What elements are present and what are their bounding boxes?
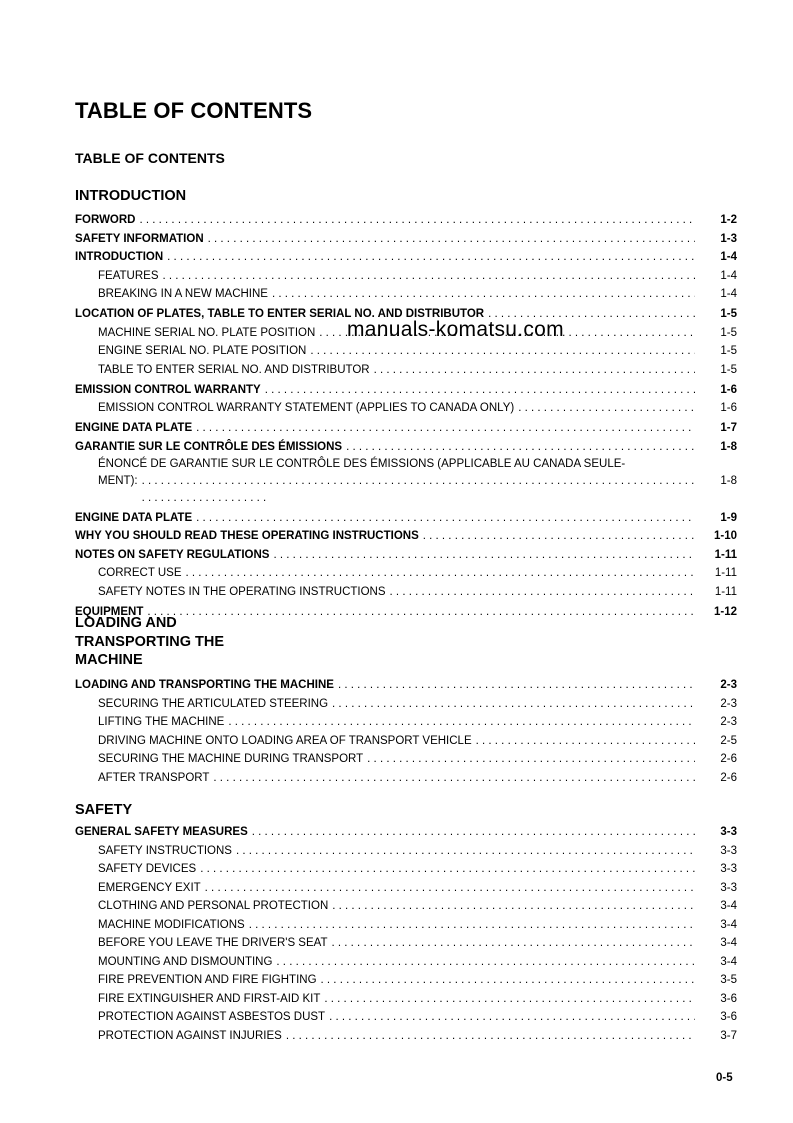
dot-leader <box>167 248 695 267</box>
toc-entry[interactable] <box>75 916 737 935</box>
entry-page: 1-9 <box>720 511 737 524</box>
entry-label: FEATURES <box>98 269 159 282</box>
toc-entry[interactable] <box>75 546 737 565</box>
toc-entry[interactable] <box>75 230 737 249</box>
entry-page: 1-3 <box>720 232 737 245</box>
entry-page: 1-2 <box>720 214 737 226</box>
watermark-text: manuals-komatsu.com <box>347 318 564 341</box>
toc-entry[interactable] <box>75 676 737 695</box>
entry-label: BREAKING IN A NEW MACHINE <box>98 288 268 300</box>
entry-page: 3-4 <box>720 955 737 968</box>
toc-entry[interactable] <box>75 842 737 861</box>
toc-subtitle: TABLE OF CONTENTS <box>75 150 225 166</box>
dot-leader <box>252 823 695 842</box>
entry-page: 3-3 <box>720 863 737 875</box>
entry-label: MACHINE SERIAL NO. PLATE POSITION <box>98 326 316 339</box>
toc-loading-transporting <box>75 676 737 787</box>
entry-label: ENGINE SERIAL NO. PLATE POSITION <box>98 345 307 357</box>
entry-page: 3-4 <box>720 918 737 931</box>
dot-leader <box>346 438 695 457</box>
heading-line: LOADING AND <box>75 615 177 631</box>
toc-entry[interactable] <box>75 1008 737 1027</box>
entry-page: 1-8 <box>720 475 737 487</box>
toc-entry[interactable] <box>75 361 737 380</box>
entry-label: NOTES ON SAFETY REGULATIONS <box>75 548 270 561</box>
entry-page: 2-3 <box>720 679 737 691</box>
entry-page: 1-5 <box>720 326 737 339</box>
toc-entry[interactable] <box>75 934 737 953</box>
toc-entry[interactable] <box>75 564 737 583</box>
entry-label: EMISSION CONTROL WARRANTY STATEMENT (APPLIES TO CANADA ONLY) <box>98 402 515 414</box>
entry-label: MOUNTING AND DISMOUNTING <box>98 955 273 968</box>
dot-leader <box>321 971 695 990</box>
toc-entry[interactable] <box>75 211 737 230</box>
dot-leader <box>186 564 696 583</box>
entry-page: 1-11 <box>714 567 737 579</box>
entry-label: FIRE PREVENTION AND FIRE FIGHTING <box>98 974 317 986</box>
toc-entry[interactable] <box>75 1027 737 1046</box>
section-heading-introduction: INTRODUCTION <box>75 188 187 204</box>
toc-entry[interactable] <box>75 583 737 602</box>
entry-label: AFTER TRANSPORT <box>98 771 210 784</box>
entry-page: 2-3 <box>720 716 737 728</box>
entry-label-continuation: MENT): <box>98 475 138 487</box>
dot-leader <box>196 509 695 528</box>
entry-page: 3-7 <box>720 1029 737 1042</box>
dot-leader <box>249 916 695 935</box>
toc-entry[interactable] <box>75 897 737 916</box>
entry-label: PROTECTION AGAINST ASBESTOS DUST <box>98 1011 326 1023</box>
dot-leader <box>208 230 695 249</box>
dot-leader <box>476 732 695 751</box>
entry-label: SAFETY NOTES IN THE OPERATING INSTRUCTIONS <box>98 585 386 598</box>
dot-leader <box>142 473 695 507</box>
entry-page: 1-8 <box>720 440 737 453</box>
entry-page: 1-4 <box>720 269 737 282</box>
entry-label: EMERGENCY EXIT <box>98 881 201 894</box>
dot-leader <box>276 953 695 972</box>
toc-entry[interactable] <box>75 342 737 361</box>
entry-page: 1-5 <box>720 308 737 320</box>
dot-leader <box>329 1008 695 1027</box>
toc-entry[interactable] <box>75 713 737 732</box>
dot-leader <box>228 713 695 732</box>
toc-entry[interactable] <box>75 769 737 788</box>
entry-label: BEFORE YOU LEAVE THE DRIVER'S SEAT <box>98 937 328 949</box>
entry-page: 1-7 <box>720 422 737 434</box>
toc-entry[interactable] <box>75 527 737 546</box>
dot-leader <box>332 695 695 714</box>
entry-page: 1-5 <box>720 345 737 357</box>
dot-leader <box>213 769 695 788</box>
entry-label: TABLE TO ENTER SERIAL NO. AND DISTRIBUTOR <box>98 363 370 376</box>
entry-page: 2-6 <box>720 753 737 765</box>
entry-page: 1-11 <box>714 548 737 561</box>
toc-entry[interactable] <box>75 267 737 286</box>
entry-label: CORRECT USE <box>98 567 182 579</box>
entry-label: ENGINE DATA PLATE <box>75 422 193 434</box>
dot-leader <box>332 897 695 916</box>
dot-leader <box>196 419 695 438</box>
entry-label-continuation-row <box>98 473 737 507</box>
entry-page: 3-5 <box>720 974 737 986</box>
dot-leader <box>338 676 695 695</box>
toc-entry[interactable] <box>75 953 737 972</box>
entry-page: 1-10 <box>713 530 737 542</box>
entry-page: 3-4 <box>720 900 737 912</box>
entry-label: SAFETY INSTRUCTIONS <box>98 844 232 857</box>
entry-label: CLOTHING AND PERSONAL PROTECTION <box>98 900 329 912</box>
toc-entry[interactable] <box>75 860 737 879</box>
entry-label: WHY YOU SHOULD READ THESE OPERATING INSTRUCTIONS <box>75 530 419 542</box>
dot-leader <box>163 267 696 286</box>
entry-page: 1-4 <box>720 288 737 300</box>
dot-leader <box>374 361 695 380</box>
toc-safety <box>75 823 737 1045</box>
toc-entry[interactable] <box>75 695 737 714</box>
dot-leader <box>236 842 695 861</box>
dot-leader <box>147 603 695 622</box>
entry-label: ÉNONCÉ DE GARANTIE SUR LE CONTRÔLE DES ÉMISSIONS (APPLICABLE AU CANADA SEULE- <box>98 458 626 470</box>
entry-label: PROTECTION AGAINST INJURIES <box>98 1029 282 1042</box>
toc-entry[interactable] <box>75 248 737 267</box>
entry-label: EMISSION CONTROL WARRANTY <box>75 383 261 396</box>
entry-label: LOCATION OF PLATES, TABLE TO ENTER SERIAL NO. AND DISTRIBUTOR <box>75 308 485 320</box>
toc-entry[interactable] <box>75 750 737 769</box>
page-title: TABLE OF CONTENTS <box>75 98 313 123</box>
entry-page: 1-4 <box>720 251 737 263</box>
entry-page: 2-6 <box>720 771 737 784</box>
dot-leader <box>273 546 695 565</box>
footer-page-number: 0-5 <box>716 1072 733 1084</box>
heading-line: MACHINE <box>75 652 143 668</box>
toc-entry[interactable] <box>75 399 737 418</box>
dot-leader <box>200 860 695 879</box>
toc-introduction <box>75 211 737 621</box>
entry-page: 1-12 <box>713 605 737 618</box>
entry-label: GARANTIE SUR LE CONTRÔLE DES ÉMISSIONS <box>75 440 343 453</box>
dot-leader <box>272 285 695 304</box>
dot-leader <box>139 211 695 230</box>
entry-label: LOADING AND TRANSPORTING THE MACHINE <box>75 679 334 691</box>
entry-page: 1-5 <box>720 363 737 376</box>
dot-leader <box>518 399 695 418</box>
entry-label: SECURING THE MACHINE DURING TRANSPORT <box>98 753 364 765</box>
entry-label: GENERAL SAFETY MEASURES <box>75 826 248 838</box>
toc-entry[interactable] <box>75 990 737 1009</box>
dot-leader <box>367 750 695 769</box>
entry-page: 3-3 <box>720 826 737 838</box>
toc-entry[interactable] <box>75 879 737 898</box>
entry-label: FIRE EXTINGUISHER AND FIRST-AID KIT <box>98 992 321 1005</box>
dot-leader <box>286 1027 695 1046</box>
section-heading-safety: SAFETY <box>75 802 133 818</box>
toc-entry[interactable] <box>75 823 737 842</box>
entry-page: 2-5 <box>720 734 737 747</box>
dot-leader <box>332 934 696 953</box>
dot-leader <box>390 583 695 602</box>
toc-entry[interactable] <box>75 509 737 528</box>
heading-line: TRANSPORTING THE <box>75 633 225 650</box>
dot-leader <box>310 342 695 361</box>
dot-leader <box>423 527 695 546</box>
dot-leader <box>324 990 695 1009</box>
entry-label: SECURING THE ARTICULATED STEERING <box>98 697 329 710</box>
entry-label: INTRODUCTION <box>75 251 164 263</box>
entry-page: 3-3 <box>720 844 737 857</box>
toc-entry[interactable] <box>75 456 737 507</box>
entry-label: SAFETY DEVICES <box>98 863 197 875</box>
entry-label: SAFETY INFORMATION <box>75 232 204 245</box>
entry-label: ENGINE DATA PLATE <box>75 511 193 524</box>
entry-label: DRIVING MACHINE ONTO LOADING AREA OF TRANSPORT VEHICLE <box>98 734 472 747</box>
entry-page: 3-4 <box>720 937 737 949</box>
toc-entry[interactable] <box>75 381 737 400</box>
entry-page: 3-6 <box>720 992 737 1005</box>
toc-entry[interactable] <box>75 732 737 751</box>
entry-label: MACHINE MODIFICATIONS <box>98 918 245 931</box>
entry-label: FORWORD <box>75 214 136 226</box>
entry-page: 1-6 <box>720 383 737 396</box>
entry-page: 1-11 <box>714 585 737 598</box>
dot-leader <box>265 381 695 400</box>
entry-page: 2-3 <box>720 697 737 710</box>
toc-entry[interactable] <box>75 285 737 304</box>
dot-leader <box>205 879 695 898</box>
toc-entry[interactable] <box>75 419 737 438</box>
toc-entry[interactable] <box>75 438 737 457</box>
entry-page: 3-6 <box>720 1011 737 1023</box>
section-heading-loading-transporting <box>75 614 224 670</box>
entry-page: 1-6 <box>720 402 737 414</box>
toc-entry[interactable] <box>75 971 737 990</box>
entry-label: EQUIPMENT <box>75 605 144 618</box>
entry-page: 3-3 <box>720 881 737 894</box>
entry-label: LIFTING THE MACHINE <box>98 716 225 728</box>
